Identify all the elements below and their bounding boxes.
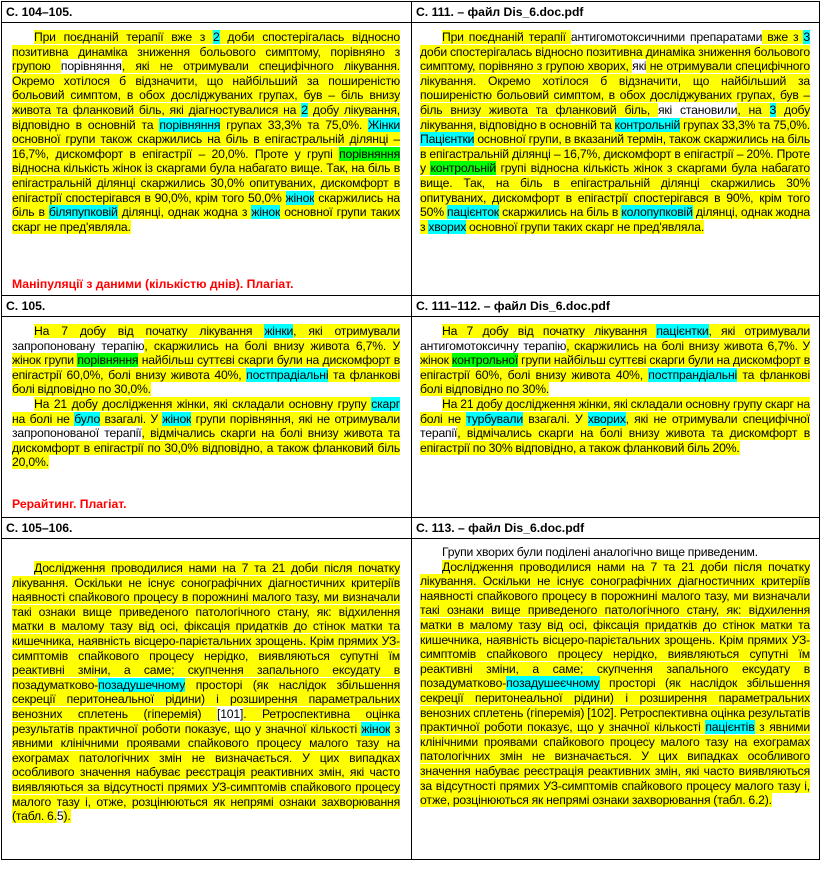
highlighted-text: На 7 добу від початку лікування [34,324,265,338]
match-text-cell [412,23,820,296]
plain-text: які [632,59,647,74]
table-row [2,296,820,317]
table-row [2,23,820,296]
table-row [2,539,820,860]
source-text-cell [2,539,412,860]
highlighted-text: доби спостерігалась відносно позитивна динаміка зниження больового симптому, порівняно з групою [12,30,400,74]
highlighted-text: Дослідження проводилися нами на 7 та 21 доби після початку лікування. Оскільки не існує сонографічних діагностичних критеріїв наявності спайкового процесу в порожнині малого тазу, ми визначали такі ознаки вище приведеного патологічного стану, як: відхилення матки в малому тазу від осі, фіксація придатків до стінок матки та кишечника, наявність вісцеро-парієтальних зрощень. Крім прямих УЗ-симптомів спайкового процесу нерідко, виявляються супутні їм реактивні зміни, а саме; скупчення запального ексудату в позадуматково- [420,559,810,691]
highlighted-text: , які отримували [293,324,400,338]
highlighted-text: жінок [285,190,315,205]
plain-text: антигомотоксичну терапію [420,338,567,353]
highlighted-text: , скаржились на болі внизу живота 6,7%. У жінок [420,338,810,368]
highlighted-text: жінок [251,205,281,220]
verdict-note: Рерайтинг. Плагіат. [12,497,127,511]
highlighted-text: 2 [213,30,220,44]
highlighted-text: взагалі. У [100,411,163,426]
highlighted-text: порівняння [77,353,139,368]
source-page-ref: С. 105. [6,299,46,313]
highlighted-text: При поєднаній терапії вже з [34,30,214,44]
highlighted-text: На 7 добу від початку лікування [442,324,657,338]
highlighted-text: просторі (як наслідок збільшення секреції перитонеальної рідини) і розширення параметральних венозних сплетень (гіперемія) [12,677,400,721]
highlighted-text: основної групи, в вказаний термін, також скаржились на біль в епігастральній ділянці – 16,7%, дискомфорт в епігастрії – 20%. Проте у [420,132,810,176]
header-cell [2,2,412,23]
header-cell [412,296,820,317]
highlighted-text: групи найбільш суттєві скарги були на дискомфорт в епігастрії 60%, болі внизу живота 40%, [420,353,810,382]
source-text [12,30,400,234]
highlighted-text: постпрандіальні [648,367,738,382]
highlighted-text: , на [737,102,770,117]
highlighted-text: Жінки [368,117,400,132]
match-page-ref: С. 111. – файл Dis_6.doc.pdf [416,5,584,19]
highlighted-text: пацієнтки [656,324,709,338]
plain-text: 5 [56,809,64,824]
highlighted-text: найбільш суттєві скарги були на дискомфорт в епігастрії 60,0%, болі внизу живота 40%, [12,353,400,382]
source-page-ref: С. 105–106. [6,521,73,535]
highlighted-text: позадушечному [98,677,186,692]
highlighted-text: групи порівняння, які не отримували [191,411,400,426]
highlighted-text: було [74,411,101,426]
text-paragraph [420,324,810,397]
plain-text: терапії [420,426,458,441]
highlighted-text: просторі (як наслідок збільшення секреції перитонеальної рідини) і розширення параметральних венозних сплетень (гіперемія) [102]. Ретроспективна оцінка результатів практичної роботи показує, що у значної кількості [420,676,810,735]
highlighted-text: 2 [301,102,308,117]
match-text [420,324,810,455]
highlighted-text: жінки [264,324,294,338]
highlighted-text: порівняння [339,146,400,161]
verdict-note: Маніпуляції з даними (кількістю днів). Плагіат. [12,277,294,291]
highlighted-text: жінок [361,721,391,736]
highlighted-text: групах 33,3% та 75,0%. [680,117,810,132]
text-paragraph [420,30,810,234]
highlighted-text: колопупковій [621,205,693,220]
highlighted-text: ). [63,809,71,824]
highlighted-text: групі відносна кількість жінок з скаргами була набагато вище. Так, на біль в епігастральній ділянці скаржились 30% опитуваних, дискомфорт в епігастрії спостерігався в 90%, крім того 50% [420,161,810,220]
highlighted-text: , відмічались скарги на болі внизу живота та дискомфорт в епігастрії по 30% відповідно, а також фланковий біль 20%. [420,426,810,455]
highlighted-text: скаржились на біль в [12,190,400,220]
plain-text: антигомотоксичними препаратами [570,30,763,44]
text-paragraph [12,30,400,234]
highlighted-text: скаржились на біль в [498,205,622,220]
highlighted-text: з явними клінічними проявами спайкового процесу малого тазу на ехограмах патологічних змін не визначається. У цих випадках особливого значення набуває реєстрація реактивних змін, які часто виявляються за відсутності прямих УЗ-симптомів спайкового процесу малого тазу і, отже, розцінюються як непрямі ознаки захворювання (табл. 6. [12,721,400,824]
highlighted-text: позадушеєчному [506,676,600,691]
plain-text: порівняння [60,59,122,74]
highlighted-text: На 21 добу дослідження жінки, які складали основну групу скарг на болі не [420,396,810,426]
highlighted-text: контрольній [430,161,497,176]
text-paragraph [420,545,810,560]
plain-text: [101] [217,706,244,721]
highlighted-text: добу лікування, відповідно в основній та [12,102,401,132]
highlighted-text: основної групи також скаржились на біль в епігастральній ділянці – 16,7%, дискомфорт в епігастрії – 20,0%. Проте у групі [12,132,400,161]
highlighted-text: постпрадіальні [246,367,329,382]
highlighted-text: основної групи таких скарг не пред'являла. [466,219,705,234]
highlighted-text: вже з [762,30,804,44]
highlighted-text: ділянці, однак жодна з [117,205,252,220]
match-text-cell [412,539,820,860]
highlighted-text: ділянці, однак жодна з [420,205,810,234]
highlighted-text: 3 [803,30,810,44]
highlighted-text: . Ретроспективна оцінка результатів практичної роботи показує, що у значної кількості [12,706,400,736]
header-cell [412,518,820,539]
highlighted-text: з явними клінічними проявами спайкового процесу малого тазу на ехограмах патологічних змін не визначається. У цих випадках особливого значення набуває реєстрація реактивних змін, які часто виявляються за відсутності прямих УЗ-симптомів спайкового процесу малого тазу і, отже, розцінюються як непрямі ознаки захворювання (табл. 6.2). [420,720,810,808]
table-row [2,317,820,518]
highlighted-text: , скаржились на болі внизу живота 6,7%. У жінок групи [12,338,400,368]
highlighted-text: взагалі. У [522,411,588,426]
match-text [420,30,810,234]
highlighted-text: хворих [428,219,467,234]
header-cell [412,2,820,23]
text-paragraph [12,397,400,470]
plain-text: запропоновану терапію [12,338,145,353]
highlighted-text: На 21 добу дослідження жінки, які складали основну групу [34,396,372,411]
highlighted-text: Дослідження проводилися нами на 7 та 21 доби після початку лікування. Оскільки не існує сонографічних діагностичних критеріїв наявності спайкового процесу в порожнині малого тазу, ми визначали такі ознаки вище приведеного патологічного стану, як: відхилення матки в малому тазу від осі, фіксація придатків до стінок матки та кишечника, наявність вісцеро-парієтальних зрощень. Крім прямих УЗ-симптомів спайкового процесу нерідко, виявляються супутні їм реактивні зміни, а саме; скупчення запального ексудату в позадуматково- [12,561,400,692]
source-text [12,561,400,824]
highlighted-text: Пацієнтки [420,132,475,147]
highlighted-text: групах 33,3% та 75,0%. [220,117,369,132]
highlighted-text: та фланкові болі відповідно по 30,0%. [12,367,400,397]
highlighted-text: пацієнтів [705,720,755,735]
plain-text: Групи хворих були поділені аналогічно вище приведеним. [442,545,758,559]
highlighted-text: основної групи таких скарг не пред'являла. [12,205,400,234]
highlighted-text: контрольної [451,353,519,368]
text-paragraph [12,561,400,824]
match-page-ref: С. 113. – файл Dis_6.doc.pdf [416,521,585,535]
source-text [12,324,400,470]
highlighted-text: , які не отримували специфічного лікування. Окремо хотілося б відзначити, що найбільший за поширеністю больовий симптом, в обох досліджуваних групах, був – біль внизу живота та фланковий біль, які діагностувалися на [12,59,400,117]
highlighted-text: , які не отримували специфічної [625,411,810,426]
text-paragraph [420,397,810,455]
header-cell [2,296,412,317]
highlighted-text: , які отримували [708,324,811,338]
highlighted-text: відносна кількість жінок із скаргами була набагато вище. Так, на біль в епігастральній ділянці скаржились 30,0% опитуваних, дискомфорт в епігастрії спостерігався в 90,0%, крім того 50,0% [12,161,400,205]
source-page-ref: С. 104–105. [6,5,73,19]
highlighted-text: жінок [162,411,192,426]
text-paragraph [420,560,810,808]
table-row [2,2,820,23]
plain-text: які становили [657,102,738,117]
plain-text: запропонованої терапії [12,426,142,441]
highlighted-text: При поєднаній терапії [442,30,571,44]
highlighted-text: скарг [371,396,400,411]
source-text-cell [2,317,412,518]
header-cell [2,518,412,539]
highlighted-text: турбували [466,411,523,426]
table-row [2,518,820,539]
highlighted-text: , відмічались скарги на болі внизу живота та дискомфорт в епігастрії по 30,0% відповідно, а також фланковий біль 20,0%. [12,426,400,470]
match-text-cell [412,317,820,518]
highlighted-text: та фланкові болі відповідно по 30%. [420,367,811,397]
highlighted-text: контрольній [614,117,681,132]
match-text [420,545,810,808]
highlighted-text: доби спостерігалась відносно позитивна динаміка зниження больового симптому, порівняно з групою хворих, [420,44,810,74]
comparison-table [1,1,820,860]
source-text-cell [2,23,412,296]
highlighted-text: не отримували специфічного лікування. Окремо хотілося б відзначити, що найбільший за поширеністю больовий симптом, в обох досліджуваних групах, був – біль внизу живота та фланковий біль, [420,59,810,117]
text-paragraph [12,324,400,397]
highlighted-text: біляпупковій [48,205,118,220]
match-page-ref: С. 111–112. – файл Dis_6.doc.pdf [416,299,610,313]
highlighted-text: пацієнток [447,205,499,220]
highlighted-text: на болі не [12,411,75,426]
highlighted-text: добу лікування, відповідно в основній та [420,102,810,132]
highlighted-text: порівняння [159,117,221,132]
highlighted-text: 3 [769,102,777,117]
highlighted-text: хворих [587,411,626,426]
